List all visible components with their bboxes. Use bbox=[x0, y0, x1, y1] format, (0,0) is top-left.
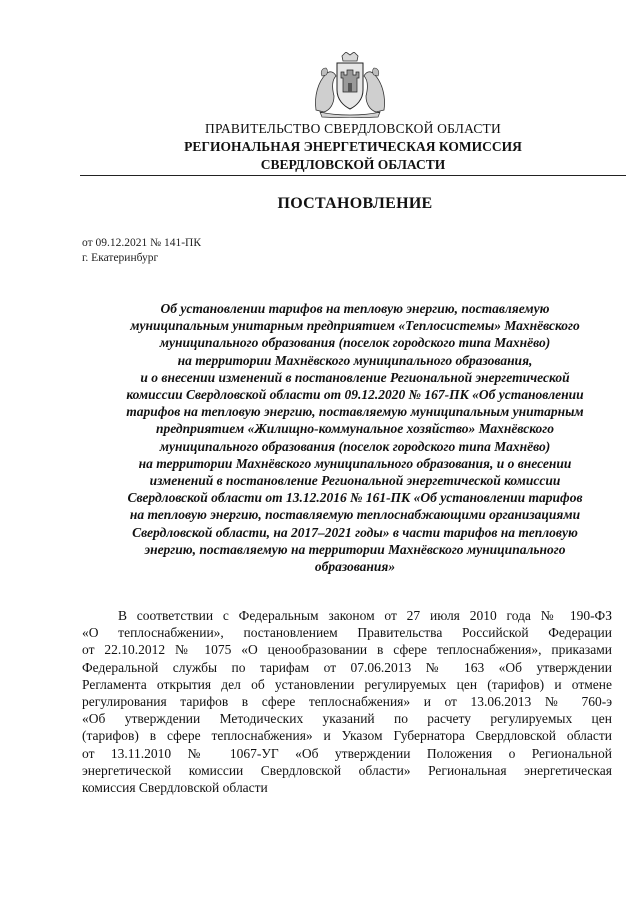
city: г. Екатеринбург bbox=[82, 252, 159, 264]
subject-line: муниципального образования (поселок городского типа Махнёво) bbox=[159, 438, 551, 454]
subject-line: тарифов на тепловую энергию, поставляемую муниципальным унитарным bbox=[126, 404, 584, 420]
subject-line: Свердловской области, на 2017–2021 годы» в части тарифов на тепловую bbox=[132, 524, 578, 540]
body-line: «Об утверждении Методических указаний по расчету регулируемых цен bbox=[82, 711, 612, 727]
body-line: Федеральной службы по тарифам от 07.06.2013 № 163 «Об утверждении bbox=[82, 659, 612, 675]
subject-line: и о внесении изменений в постановление Региональной энергетической bbox=[140, 369, 570, 385]
body-line: (тарифов) в сфере теплоснабжения» и Указом Губернатора Свердловской области bbox=[82, 728, 612, 744]
body-line: от 22.10.2012 № 1075 «О ценообразовании в сфере теплоснабжения», приказами bbox=[82, 642, 612, 658]
body-line: В соответствии с Федеральным законом от 27 июля 2010 года № 190-ФЗ bbox=[118, 608, 612, 623]
body-line: от 13.11.2010 № 1067-УГ «Об утверждении Положения о Региональной bbox=[82, 745, 612, 761]
subject-line: Свердловской области от 13.12.2016 № 161-ПК «Об установлении тарифов bbox=[127, 490, 583, 506]
subject-line: Об установлении тарифов на тепловую энергию, поставляемую bbox=[160, 301, 550, 316]
subject-line: образования» bbox=[314, 559, 396, 575]
document-meta bbox=[82, 236, 201, 266]
body-line: «О теплоснабжении», постановлением Правительства Российской Федерации bbox=[82, 625, 612, 641]
date-number: от 09.12.2021 № 141-ПК bbox=[82, 237, 202, 249]
body-line: энергетической комиссии Свердловской области» Региональная энергетическая bbox=[82, 762, 612, 778]
subject-line: муниципального образования (поселок городского типа Махнёво) bbox=[159, 335, 551, 351]
subject-line: изменений в постановление Региональной энергетической комиссии bbox=[149, 473, 561, 489]
subject-line: муниципальным унитарным предприятием «Теплосистемы» Махнёвского bbox=[130, 318, 580, 334]
header-divider bbox=[80, 175, 626, 176]
header-commission: РЕГИОНАЛЬНАЯ ЭНЕРГЕТИЧЕСКАЯ КОМИССИЯ bbox=[184, 139, 522, 154]
body-line: комиссия Свердловской области bbox=[82, 780, 268, 796]
document-title: ПОСТАНОВЛЕНИЕ bbox=[277, 195, 433, 212]
document-body bbox=[82, 607, 612, 796]
header-region: СВЕРДЛОВСКОЙ ОБЛАСТИ bbox=[260, 157, 446, 172]
subject-line: энергию, поставляемую на территории Махнёвского муниципального bbox=[144, 541, 566, 557]
subject-line: предприятием «Жилищно-коммунальное хозяйство» Махнёвского bbox=[155, 421, 555, 437]
subject-line: на территории Махнёвского муниципального образования, и о внесении bbox=[138, 455, 572, 471]
header-government: ПРАВИТЕЛЬСТВО СВЕРДЛОВСКОЙ ОБЛАСТИ bbox=[205, 121, 501, 136]
subject-line: комиссии Свердловской области от 09.12.2020 № 167-ПК «Об установлении bbox=[126, 387, 584, 403]
body-line: Регламента открытия дел об установлении регулируемых цен (тарифов) и отмене bbox=[82, 676, 612, 692]
document-subject bbox=[80, 300, 630, 575]
subject-line: на тепловую энергию, поставляемую теплоснабжающими организациями bbox=[129, 507, 581, 523]
coat-of-arms-emblem bbox=[310, 52, 390, 118]
body-line: регулирования тарифов в сфере теплоснабжения» и от 13.06.2013 № 760-э bbox=[82, 694, 612, 710]
subject-line: на территории Махнёвского муниципального образования, bbox=[177, 352, 533, 368]
